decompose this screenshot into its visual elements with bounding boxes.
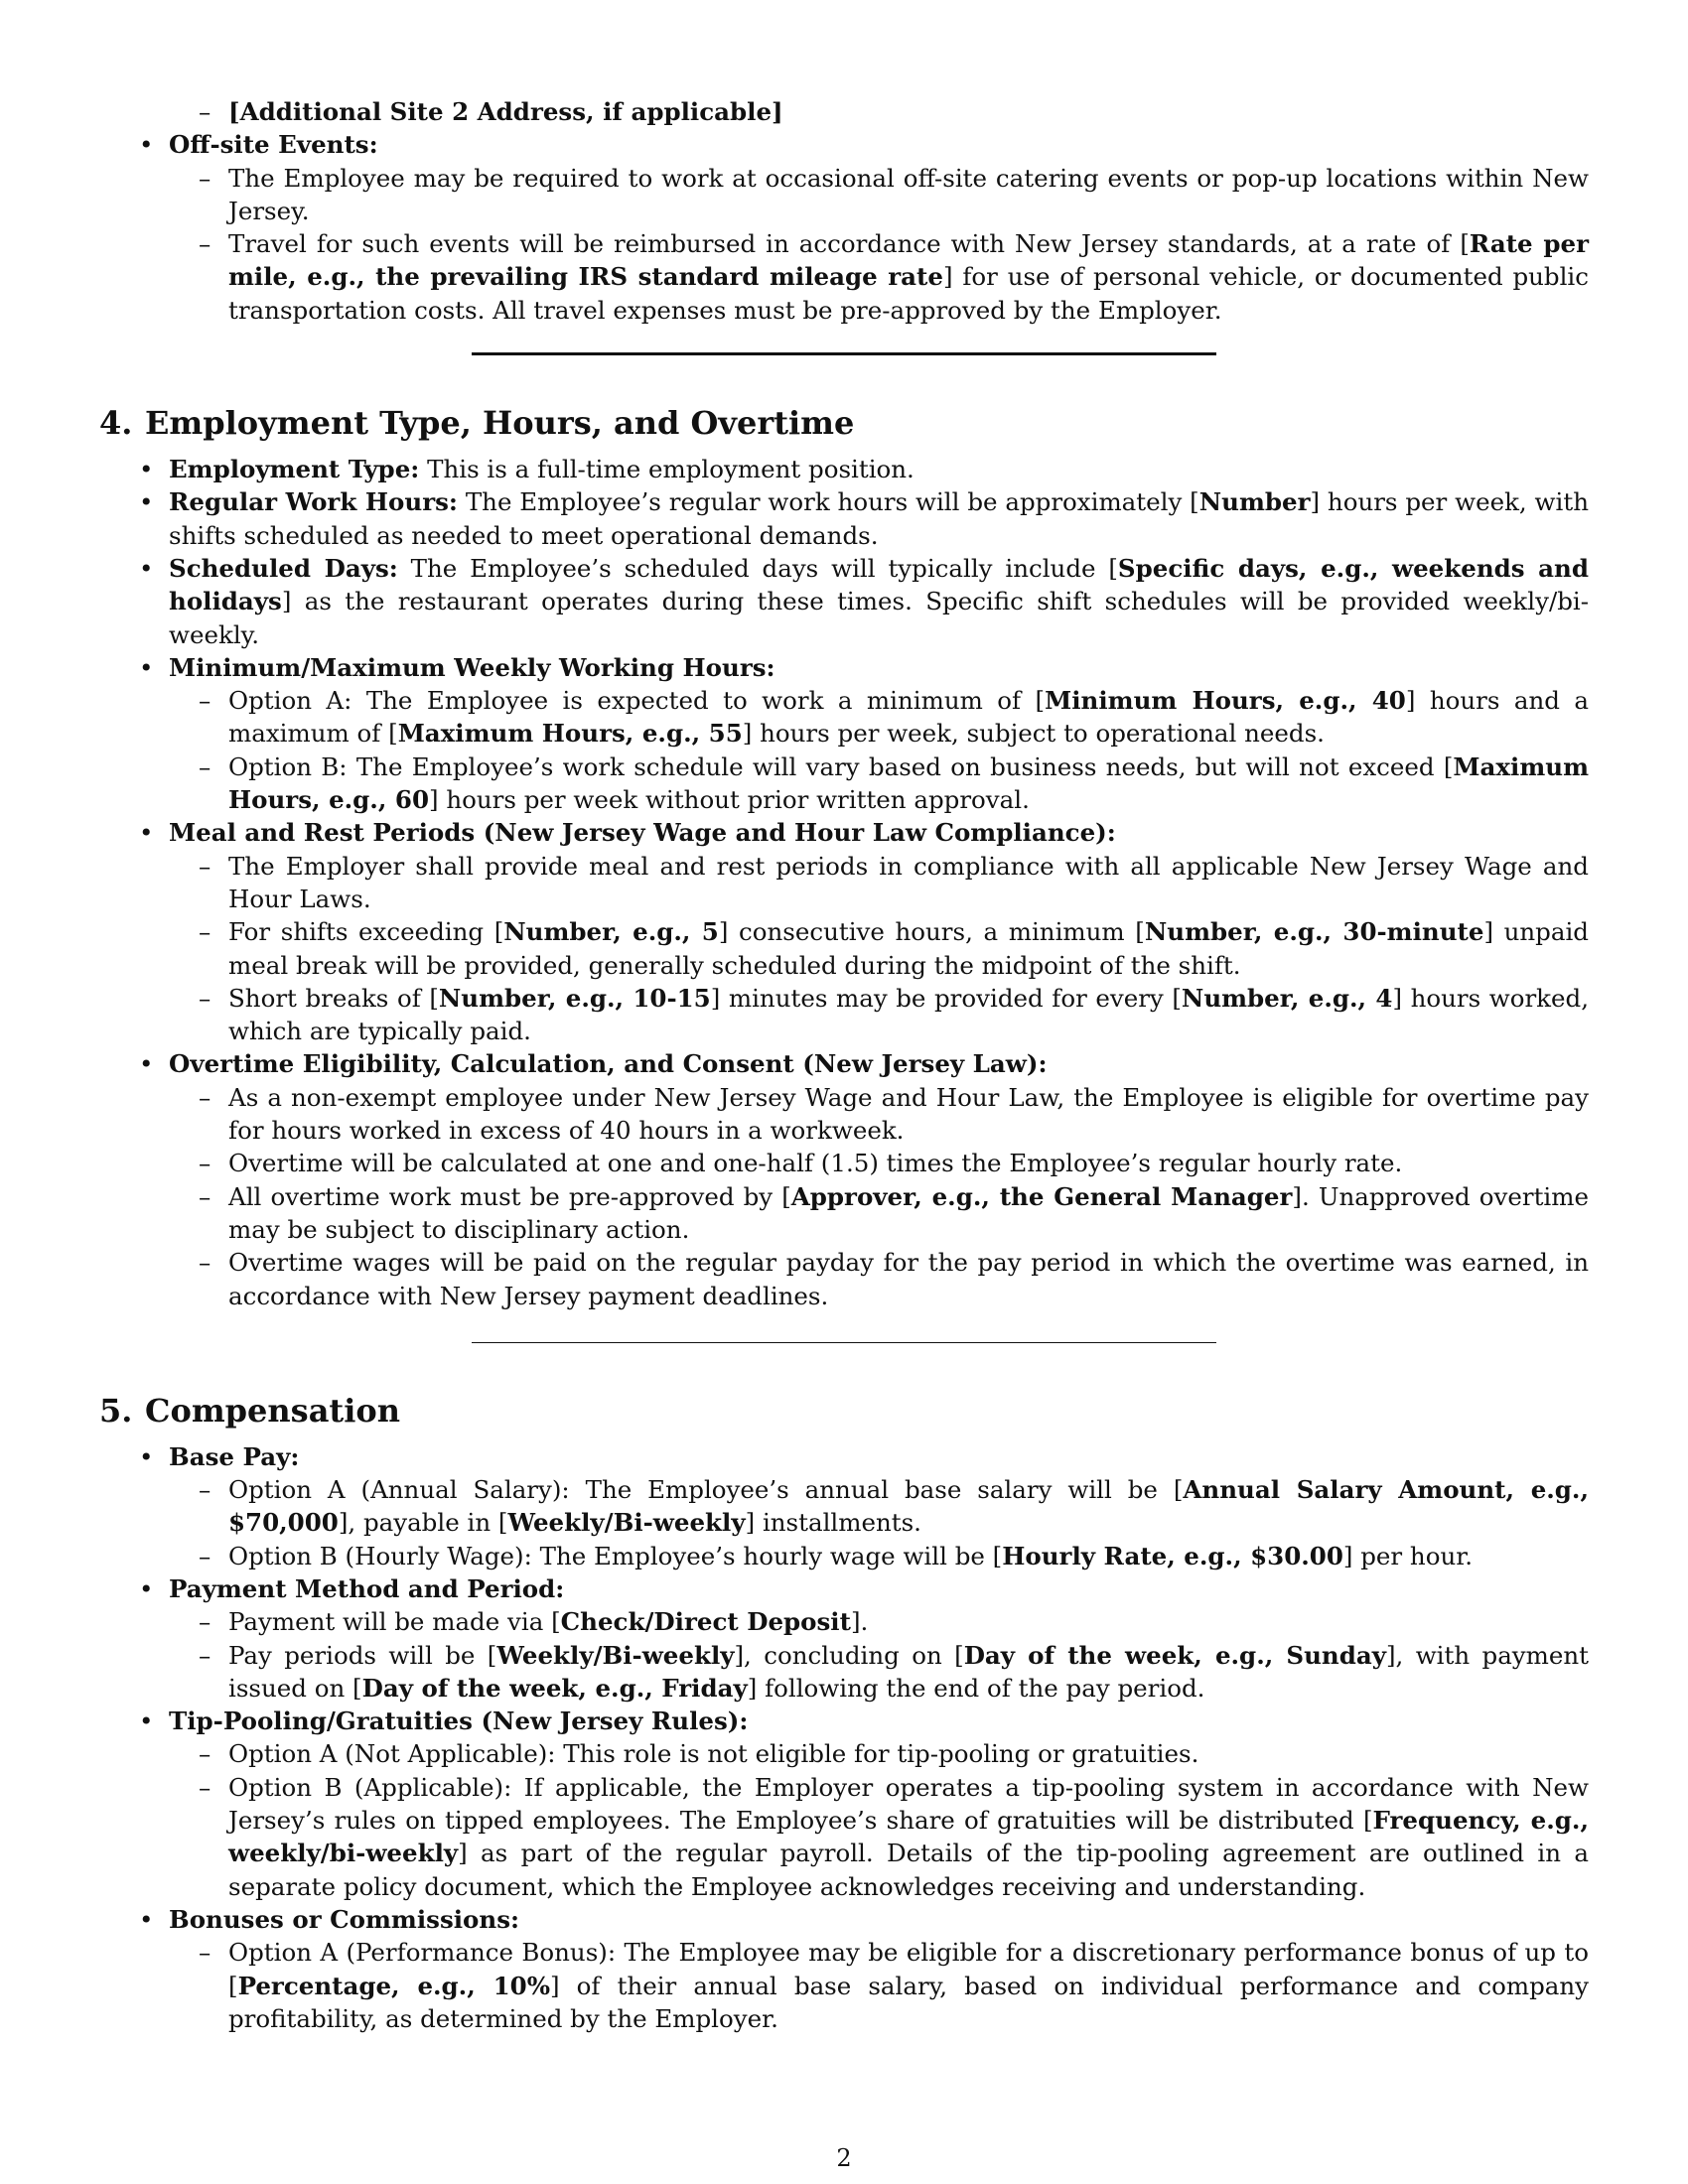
list-item: [199, 95, 1589, 128]
list-item: [139, 552, 1589, 651]
list-item: [139, 1047, 1589, 1311]
list-item: [199, 1147, 1589, 1179]
item-text: ] hours per week, subject to operational needs.: [742, 719, 1325, 749]
item-text: Payment will be made via [: [228, 1607, 561, 1637]
bullet-marker: •: [139, 455, 154, 484]
placeholder: Maximum Hours, e.g., 60: [228, 751, 1589, 815]
dash-marker: –: [199, 983, 211, 1013]
list-item: [139, 485, 1589, 552]
item-label: Overtime Eligibility, Calculation, and Consent (New Jersey Law):: [169, 1049, 1048, 1079]
section-5-heading: [99, 1391, 1589, 1431]
item-text: ] of their annual base salary, based on individual performance and company profitability, as determined by the Employer.: [228, 1971, 1589, 2033]
site2-item-wrapper: [169, 95, 1589, 128]
list-item: [199, 850, 1589, 916]
section-number: 4.: [99, 404, 133, 443]
list-item: [139, 651, 1589, 816]
item-label: Tip-Pooling/Gratuities (New Jersey Rules):: [169, 1706, 749, 1736]
item-text: Option A (Not Applicable): This role is not eligible for tip-pooling or gratuities.: [228, 1739, 1199, 1769]
dash-marker: –: [199, 229, 211, 259]
placeholder: Annual Salary Amount, e.g., $70,000: [228, 1475, 1589, 1538]
list-item: [139, 816, 1589, 1047]
item-label: Scheduled Days:: [169, 553, 398, 583]
list-item: [199, 1540, 1589, 1572]
item-text: The Employer shall provide meal and rest periods in compliance with all applicable New Jersey Wage and Hour Laws.: [228, 851, 1589, 913]
list-item: [199, 751, 1589, 817]
item-text: ] hours per week, with shifts scheduled as needed to meet operational demands.: [169, 487, 1589, 550]
item-text: ] installments.: [745, 1508, 921, 1538]
list-item: [139, 1705, 1589, 1903]
list-item: [139, 128, 1590, 327]
dash-marker: –: [199, 851, 211, 881]
item-text: For shifts exceeding [: [228, 917, 504, 947]
placeholder: Specific days, e.g., weekends and holidays: [169, 553, 1589, 616]
list-item: [199, 684, 1589, 751]
list-item: [199, 915, 1589, 982]
bullet-marker: •: [139, 652, 154, 682]
dash-marker: –: [199, 686, 211, 716]
list-item: [199, 1473, 1589, 1540]
item-text: Option B: The Employee’s work schedule will vary based on business needs, but will not exceed [: [228, 751, 1454, 781]
mileage-rate-placeholder: Rate per mile, e.g., the prevailing IRS standard mileage rate: [228, 229, 1590, 292]
list-item: [199, 162, 1589, 228]
item-label: Base Pay:: [169, 1441, 300, 1471]
bullet-marker: •: [139, 1573, 154, 1603]
list-item: [139, 1572, 1589, 1705]
bullet-marker: •: [139, 1049, 154, 1079]
dash-marker: –: [199, 1772, 211, 1802]
item-text: This is a full-time employment position.: [419, 455, 914, 484]
item-text: ].: [850, 1607, 869, 1637]
item-text: The Employee’s regular work hours will be approximately [: [457, 487, 1199, 517]
dash-marker: –: [199, 97, 211, 126]
item-text: ] unpaid meal break will be provided, generally scheduled during the midpoint of the shift.: [228, 917, 1589, 980]
section-title: Employment Type, Hours, and Overtime: [145, 404, 855, 443]
item-label: Regular Work Hours:: [169, 487, 458, 517]
list-item: [199, 227, 1590, 327]
bullet-marker: •: [139, 818, 154, 848]
item-text: ] per hour.: [1342, 1541, 1474, 1570]
dash-marker: –: [199, 1739, 211, 1769]
dash-marker: –: [199, 1248, 211, 1278]
placeholder: Day of the week, e.g., Sunday: [963, 1640, 1386, 1670]
item-label: Bonuses or Commissions:: [169, 1904, 520, 1934]
offsite-item-2-text-end: ] for use of personal vehicle, or documented public transportation costs. All travel expenses must be pre-approved by the Employer.: [228, 262, 1589, 325]
placeholder: Frequency, e.g., weekly/bi-weekly: [228, 1806, 1589, 1868]
list-item: [199, 1246, 1589, 1312]
item-text: ] following the end of the pay period.: [747, 1673, 1205, 1703]
page-number: 2: [836, 2144, 852, 2172]
item-label: Employment Type:: [169, 455, 420, 484]
section-4-heading: [99, 403, 1589, 443]
item-text: Option A (Performance Bonus): The Employee may be eligible for a discretionary performance bonus of up to [: [228, 1938, 1589, 2000]
bullet-marker: •: [139, 130, 154, 160]
bullet-marker: •: [139, 487, 154, 517]
list-item: [139, 1440, 1589, 1572]
item-label: Minimum/Maximum Weekly Working Hours:: [169, 652, 775, 682]
dash-marker: –: [199, 917, 211, 947]
offsite-heading: Off-site Events:: [169, 130, 378, 160]
item-text: ] hours and a maximum of [: [228, 686, 1589, 749]
dash-marker: –: [199, 751, 211, 781]
list-item: [199, 1771, 1589, 1903]
section-number: 5.: [99, 1391, 133, 1430]
dash-marker: –: [199, 1475, 211, 1505]
item-text: Overtime wages will be paid on the regular payday for the pay period in which the overtime was earned, in accordance with New Jersey payment deadlines.: [228, 1248, 1589, 1310]
offsite-item-2-text: Travel for such events will be reimbursed in accordance with New Jersey standards, at a rate of [: [228, 229, 1470, 259]
list-item: [199, 1180, 1589, 1247]
placeholder: Percentage, e.g., 10%: [237, 1971, 550, 2000]
dash-marker: –: [199, 1541, 211, 1570]
item-label: Payment Method and Period:: [169, 1573, 565, 1603]
item-text: All overtime work must be pre-approved by [: [228, 1181, 791, 1211]
item-text: ], with payment issued on [: [228, 1640, 1589, 1703]
placeholder: Minimum Hours, e.g., 40: [1045, 686, 1406, 716]
bullet-marker: •: [139, 1706, 154, 1736]
dash-marker: –: [199, 163, 211, 193]
item-text: Option A (Annual Salary): The Employee’s annual base salary will be [: [228, 1475, 1184, 1505]
list-item: [199, 982, 1589, 1048]
item-text: ] hours worked, which are typically paid.: [228, 983, 1589, 1046]
item-text: Short breaks of [: [228, 983, 439, 1013]
item-text: Option A: The Employee is expected to work a minimum of [: [228, 686, 1046, 716]
offsite-item-1: The Employee may be required to work at occasional off-site catering events or pop-up locations within New Jersey.: [228, 163, 1589, 225]
work-location-list: [99, 95, 1589, 327]
item-text: ] as the restaurant operates during these times. Specific shift schedules will be provided weekly/bi-weekly.: [169, 587, 1589, 649]
placeholder: Day of the week, e.g., Friday: [361, 1673, 748, 1703]
item-text: ] consecutive hours, a minimum [: [718, 917, 1145, 947]
item-text: Pay periods will be [: [228, 1640, 497, 1670]
item-text: Option B (Applicable): If applicable, the Employer operates a tip-pooling system in accordance with New Jersey’s rules on tipped employees. The Employee’s share of gratuities will be distributed [: [228, 1772, 1589, 1836]
placeholder: Number, e.g., 10-15: [438, 983, 711, 1013]
list-item: [139, 1903, 1589, 2035]
dash-marker: –: [199, 1607, 211, 1637]
placeholder: Number, e.g., 30-minute: [1144, 917, 1484, 947]
item-text: ], concluding on [: [734, 1640, 964, 1670]
list-item: [139, 453, 1589, 485]
section-title: Compensation: [145, 1391, 400, 1430]
item-text: ], payable in [: [338, 1508, 508, 1538]
item-text: ]. Unapproved overtime may be subject to disciplinary action.: [228, 1181, 1589, 1244]
dash-marker: –: [199, 1082, 211, 1112]
list-item: [199, 1605, 1589, 1638]
item-text: As a non-exempt employee under New Jersey Wage and Hour Law, the Employee is eligible for overtime pay for hours worked in excess of 40 hours in a workweek.: [228, 1082, 1589, 1146]
list-item: [199, 1639, 1589, 1706]
placeholder: Approver, e.g., the General Manager: [790, 1181, 1293, 1211]
section-5-list: [99, 1440, 1589, 2035]
bullet-marker: •: [139, 1904, 154, 1934]
placeholder: Weekly/Bi-weekly: [507, 1508, 746, 1538]
item-text: Option B (Hourly Wage): The Employee’s hourly wage will be [: [228, 1541, 1003, 1570]
bullet-marker: •: [139, 1441, 154, 1471]
dash-marker: –: [199, 1181, 211, 1211]
list-item: [199, 1936, 1589, 2035]
dash-marker: –: [199, 1938, 211, 1968]
list-item: [199, 1081, 1589, 1148]
item-text: ] as part of the regular payroll. Details of the tip-pooling agreement are outlined in a separate policy document, which the Employee acknowledges receiving and understanding.: [228, 1839, 1589, 1901]
dash-marker: –: [199, 1149, 211, 1178]
item-text: ] hours per week without prior written approval.: [429, 785, 1030, 815]
placeholder: Number, e.g., 4: [1181, 983, 1393, 1013]
placeholder: Number, e.g., 5: [503, 917, 719, 947]
item-text: Overtime will be calculated at one and one-half (1.5) times the Employee’s regular hourly rate.: [228, 1149, 1403, 1178]
placeholder: Maximum Hours, e.g., 55: [397, 719, 743, 749]
section-4-list: [99, 453, 1589, 1312]
placeholder: Number: [1198, 487, 1311, 517]
dash-marker: –: [199, 1640, 211, 1670]
placeholder: Weekly/Bi-weekly: [496, 1640, 735, 1670]
list-item: [199, 1737, 1589, 1770]
placeholder: Check/Direct Deposit: [560, 1607, 851, 1637]
item-text: ] minutes may be provided for every [: [710, 983, 1182, 1013]
site2-item: [Additional Site 2 Address, if applicable]: [228, 97, 783, 126]
bullet-marker: •: [139, 553, 154, 583]
item-label: Meal and Rest Periods (New Jersey Wage and Hour Law Compliance):: [169, 818, 1116, 848]
document-page: [99, 95, 1589, 2035]
placeholder: Hourly Rate, e.g., $30.00: [1002, 1541, 1343, 1570]
item-text: The Employee’s scheduled days will typically include [: [397, 553, 1118, 583]
